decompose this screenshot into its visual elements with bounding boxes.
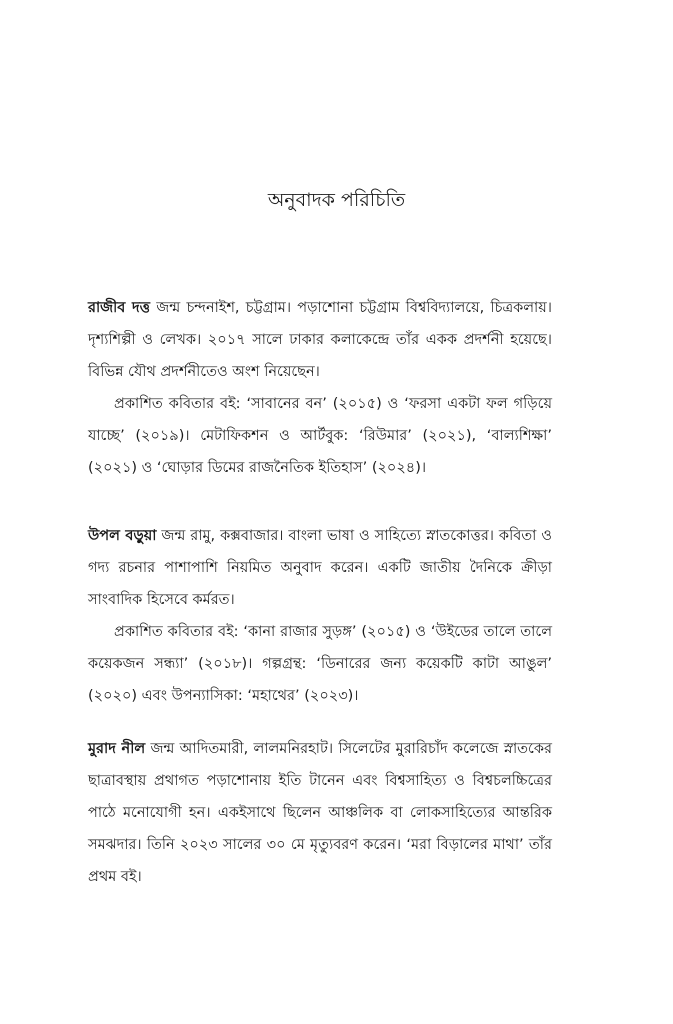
translator-bio-rajib (88, 292, 552, 484)
bio-paragraph: প্রকাশিত কবিতার বই: ‘সাবানের বন’ (২০১৫) ও ‘ফরসা একটা ফল গড়িয়ে যাচ্ছে’ (২০১৯)। মেটাফিকশন ও আর্টবুক: ‘রিউমার’ (২০২১), ‘বাল্যশিক্ষা’ (২০২১) ও ‘ঘোড়ার ডিমের রাজনৈতিক ইতিহাস’ (২০২৪)। (88, 396, 552, 476)
translator-name: রাজীব দত্ত (88, 300, 151, 316)
bio-text: জন্ম রামু, কক্সবাজার। বাংলা ভাষা ও সাহিত্যে স্নাতকোত্তর। কবিতা ও গদ্য রচনার পাশাপাশি নিয়মিত অনুবাদ করেন। একটি জাতীয় দৈনিকে ক্রীড়া সাংবাদিক হিসেবে কর্মরত। (88, 528, 552, 608)
translator-bio-upal (88, 520, 552, 712)
bio-text: জন্ম চন্দনাইশ, চট্টগ্রাম। পড়াশোনা চট্টগ্রাম বিশ্ববিদ্যালয়ে, চিত্রকলায়। দৃশ্যশিল্পী ও লেখক। ২০১৭ সালে ঢাকার কলাকেন্দ্রে তাঁর একক প্রদর্শনী হয়েছে। বিভিন্ন যৌথ প্রদর্শনীতেও অংশ নিয়েছেন। (88, 300, 552, 380)
translator-bio-murad (88, 733, 552, 893)
bio-paragraph (88, 520, 552, 616)
page-title: অনুবাদক পরিচিতি (267, 189, 406, 211)
bio-paragraph: প্রকাশিত কবিতার বই: ‘কানা রাজার সুড়ঙ্গ’ (২০১৫) ও ‘উইডের তালে তালে কয়েকজন সন্ধ্যা’ (২০১৮)। গল্পগ্রন্থ: ‘ডিনারের জন্য কয়েকটি কাটা আঙুল’ (২০২০) এবং উপন্যাসিকা: ‘মহাথের’ (২০২৩)। (88, 624, 552, 704)
bio-paragraph (88, 733, 552, 893)
bio-paragraph (88, 292, 552, 388)
translator-name: উপল বড়ুয়া (88, 528, 157, 544)
translator-name: মুরাদ নীল (88, 741, 146, 757)
bio-text: জন্ম আদিতমারী, লালমনিরহাট। সিলেটের মুরারিচাঁদ কলেজে স্নাতকের ছাত্রাবস্থায় প্রথাগত পড়াশোনায় ইতি টানেন এবং বিশ্বসাহিত্য ও বিশ্বচলচ্চিত্রের পাঠে মনোযোগী হন। একইসাথে ছিলেন আঞ্চলিক বা লোকসাহিত্যের আন্তরিক সমঝদার। তিনি ২০২৩ সালের ৩০ মে মৃত্যুবরণ করেন। ‘মরা বিড়ালের মাথা’ তাঁর প্রথম বই। (88, 741, 552, 885)
